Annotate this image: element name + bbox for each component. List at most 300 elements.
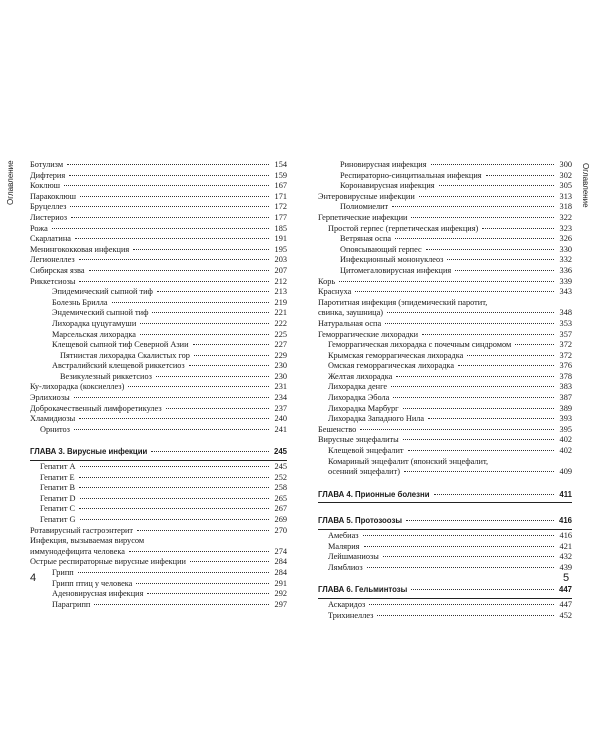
leader-dots [411,217,554,218]
leader-dots [189,365,269,366]
toc-entry [30,277,287,288]
chapter-rule [318,529,572,530]
toc-entry-page: 203 [274,255,287,265]
toc-entry-page: 305 [559,181,572,191]
chapter-rule [318,598,572,599]
toc-entry-page: 234 [274,393,287,403]
toc-entry-page: 258 [274,483,287,493]
leader-dots [515,344,554,345]
toc-entry [318,414,572,425]
toc-entry-title: Аскаридоз [318,600,367,611]
toc-entry-page: 241 [274,424,287,434]
toc-entry-page: 411 [559,489,572,499]
toc-entry [318,446,572,457]
toc-entry [318,277,572,288]
toc-entry-title: Грипп птиц у человека [30,579,134,590]
toc-chapter-heading [318,516,572,527]
leader-dots [396,376,554,377]
toc-entry-title: Ротавирусный гастроэнтерит [30,525,134,535]
toc-entry [318,298,572,309]
toc-entry [30,600,287,611]
leader-dots [391,386,554,387]
toc-entry-title: Парагрипп [30,600,92,611]
toc-entry-page: 339 [559,276,572,286]
toc-entry [318,160,572,171]
leader-dots [69,175,269,176]
toc-entry [318,234,572,245]
chapter-title: ГЛАВА 5. Протозоозы [318,516,402,526]
toc-entry [30,181,287,192]
leader-dots [428,418,554,419]
leader-dots [431,164,554,165]
toc-entry [30,547,287,558]
leader-dots [392,206,554,207]
toc-entry [30,361,287,372]
leader-dots [193,344,269,345]
toc-entry [30,308,287,319]
spacer [318,504,572,516]
toc-entry [318,393,572,404]
toc-entry-page: 332 [559,255,572,265]
toc-entry [318,457,572,468]
leader-dots [190,561,269,562]
toc-entry [30,579,287,590]
leader-dots [482,228,554,229]
toc-entry [30,171,287,182]
toc-entry [318,213,572,224]
toc-entry-page: 291 [274,578,287,588]
toc-entry-page: 447 [559,599,572,609]
leader-dots [89,270,269,271]
toc-entry-title: Комариный энцефалит (японский энцефалит, [318,457,490,468]
leader-dots [64,185,269,186]
leader-dots [360,429,554,430]
left-page-toc [30,160,287,610]
toc-entry [30,202,287,213]
toc-entry [318,351,572,362]
toc-chapter-heading [318,490,572,501]
leader-dots [70,206,269,207]
toc-entry [30,319,287,330]
toc-entry-page: 221 [274,308,287,318]
toc-entry [30,568,287,579]
toc-entry-page: 245 [273,447,287,457]
leader-dots [385,323,554,324]
right-page-toc [318,160,572,621]
toc-entry [318,181,572,192]
toc-entry [318,330,572,341]
leader-dots [79,418,269,419]
toc-entry-page: 372 [559,340,572,350]
toc-entry-page: 240 [274,414,287,424]
toc-entry-page: 191 [274,234,287,244]
toc-entry-page: 172 [274,202,287,212]
toc-entry [30,213,287,224]
toc-entry [318,171,572,182]
toc-entry [318,467,572,478]
toc-entry [318,319,572,330]
toc-entry-title: Риновирусная инфекция [318,160,429,171]
toc-entry-title: Респираторно-синцитиальная инфекция [318,171,484,182]
toc-entry-title: Ветряная оспа [318,234,393,245]
toc-entry-page: 270 [274,525,287,535]
toc-entry-title: Аденовирусная инфекция [30,589,145,600]
toc-entry-page: 323 [559,223,572,233]
toc-entry-page: 269 [274,515,287,524]
leader-dots [74,429,269,430]
toc-entry-title: Сибирская язва [30,265,85,275]
leader-dots [80,498,269,499]
toc-entry [318,435,572,446]
toc-entry [30,589,287,600]
leader-dots [129,551,269,552]
toc-entry-page: 326 [559,234,572,244]
leader-dots [128,386,269,387]
leader-dots [406,520,554,521]
leader-dots [152,312,269,313]
toc-entry [30,526,287,537]
leader-dots [439,185,554,186]
leader-dots [79,487,269,488]
toc-entry [318,542,572,553]
toc-entry-title: Инфекция, вызываемая вирусом [30,536,145,546]
toc-entry-page: 225 [274,329,287,339]
toc-entry-page: 313 [559,191,572,201]
toc-entry-title: Острые респираторные вирусные инфекции [30,557,186,567]
leader-dots [447,259,554,260]
toc-entry-page: 237 [274,403,287,413]
toc-entry-page: 302 [559,170,572,180]
left-side-label: Оглавление [6,160,15,205]
chapter-title: ГЛАВА 4. Прионные болезни [318,489,430,499]
toc-entry-title: Клещевой сыпной тиф Северной Азии [30,340,191,351]
toc-entry-title: Корь [318,276,336,286]
leader-dots [387,312,554,313]
toc-entry [30,340,287,351]
spacer [318,573,572,585]
toc-entry-page: 378 [559,371,572,381]
toc-entry-title: Рожа [30,223,48,233]
toc-entry [30,160,287,171]
toc-entry [30,234,287,245]
toc-entry-title: иммунодефицита человека [30,546,125,556]
toc-entry [30,266,287,277]
toc-entry-title: Везикулезный риккетсиоз [30,372,154,383]
leader-dots [94,604,269,605]
toc-entry-page: 421 [559,541,572,551]
toc-entry-page: 336 [559,265,572,275]
toc-entry [318,192,572,203]
toc-entry [30,287,287,298]
toc-entry-page: 439 [559,562,572,572]
leader-dots [67,164,269,165]
toc-entry [318,600,572,611]
left-page-number: 4 [30,572,37,584]
toc-entry-title: Герпетические инфекции [318,212,408,222]
toc-entry-title: Эпидемический сыпной тиф [30,287,155,298]
toc-entry [318,266,572,277]
toc-entry [30,224,287,235]
toc-entry-title: Энтеровирусные инфекции [318,191,415,201]
toc-entry-page: 265 [274,493,287,503]
toc-entry-title: Паротитная инфекция (эпидемический паротит, [318,297,488,307]
toc-entry-title: Гепатит D [30,494,78,505]
toc-entry-title: Клещевой энцефалит [318,446,406,457]
toc-entry-title: Риккетсиозы [30,276,76,286]
toc-chapter-heading [30,447,287,458]
toc-entry-page: 177 [274,212,287,222]
toc-entry-page: 353 [559,318,572,328]
toc-entry-title: Простой герпес (герпетическая инфекция) [318,224,480,235]
toc-entry-title: осенний энцефалит) [318,467,402,478]
toc-entry-page: 357 [559,329,572,339]
toc-entry-page: 207 [274,265,287,275]
toc-entry-page: 227 [274,340,287,350]
toc-entry-page: 154 [274,160,287,169]
toc-entry-page: 330 [559,244,572,254]
toc-entry-page: 300 [559,160,572,169]
toc-entry-page: 318 [559,202,572,212]
chapter-title: ГЛАВА 3. Вирусные инфекции [30,447,148,457]
toc-entry-page: 213 [274,287,287,297]
leader-dots [75,238,269,239]
toc-entry-title: Геморрагическая лихорадка с почечным синдромом [318,340,513,351]
toc-entry [318,308,572,319]
toc-entry [318,245,572,256]
leader-dots [339,281,554,282]
toc-entry-title: Коронавирусная инфекция [318,181,437,192]
toc-entry-title: Болезнь Брилла [30,298,110,309]
toc-entry-page: 195 [274,244,287,254]
toc-entry-title: Амебиаз [318,531,361,542]
toc-entry [30,414,287,425]
toc-entry [318,372,572,383]
toc-entry [318,255,572,266]
leader-dots [147,593,269,594]
toc-entry-title: Лихорадка Марбург [318,404,401,415]
leader-dots [78,572,269,573]
leader-dots [408,450,554,451]
toc-entry-title: Желтая лихорадка [318,372,394,383]
leader-dots [80,196,269,197]
toc-entry [30,330,287,341]
toc-entry-title: Омская геморрагическая лихорадка [318,361,456,372]
leader-dots [140,334,269,335]
leader-dots [363,535,554,536]
toc-entry-title: Ботулизм [30,160,64,169]
toc-entry-title: Вирусные энцефалиты [318,435,399,445]
toc-entry-title: Краснуха [318,287,352,297]
right-side-label: Оглавление [581,163,590,208]
leader-dots [136,583,269,584]
leader-dots [404,471,554,472]
toc-entry [318,382,572,393]
toc-entry-title: Гепатит G [30,515,78,526]
toc-entry [30,382,287,393]
toc-entry [318,202,572,213]
toc-entry-page: 171 [274,191,287,201]
toc-entry-page: 230 [274,361,287,371]
toc-entry-title: Цитомегаловирусная инфекция [318,266,453,277]
toc-entry-title: Гепатит В [30,483,77,494]
toc-entry-page: 393 [559,414,572,424]
toc-entry-page: 416 [559,531,572,540]
chapter-title: ГЛАВА 6. Гельминтозы [318,585,408,595]
right-page-number: 5 [563,572,570,584]
toc-entry-page: 284 [274,557,287,567]
leader-dots [377,615,554,616]
leader-dots [367,567,554,568]
toc-entry-page: 212 [274,276,287,286]
toc-entry-title: Бруцеллез [30,202,67,212]
toc-entry [30,425,287,436]
toc-entry-page: 343 [559,287,572,297]
leader-dots [419,196,554,197]
toc-entry-title: Натуральная оспа [318,318,382,328]
toc-entry [318,287,572,298]
toc-entry-page: 245 [274,462,287,472]
toc-entry [30,515,287,526]
leader-dots [383,556,554,557]
toc-entry [30,255,287,266]
leader-dots [137,530,269,531]
toc-entry [30,557,287,568]
toc-entry-title: Ку-лихорадка (коксиеллез) [30,382,125,392]
leader-dots [79,508,269,509]
toc-entry-page: 222 [274,318,287,328]
toc-entry-page: 376 [559,361,572,371]
leader-dots [355,291,554,292]
toc-entry-title: Гепатит А [30,462,78,473]
toc-entry-title: Скарлатина [30,234,71,244]
toc-entry-page: 230 [274,371,287,381]
leader-dots [364,546,555,547]
toc-entry-page: 297 [274,599,287,609]
leader-dots [194,355,269,356]
toc-entry-page: 395 [559,424,572,434]
leader-dots [467,355,554,356]
toc-entry-page: 402 [559,435,572,445]
leader-dots [133,249,269,250]
toc-entry [30,245,287,256]
leader-dots [434,494,555,495]
leader-dots [112,302,269,303]
toc-entry-title: Малярия [318,542,362,553]
toc-entry-page: 383 [559,382,572,392]
leader-dots [393,397,554,398]
toc-entry [318,361,572,372]
toc-entry-title: Дифтерия [30,170,66,180]
toc-entry-title: Орнитоз [30,425,72,436]
toc-entry-page: 167 [274,181,287,191]
toc-entry-title: Крымская геморрагическая лихорадка [318,351,465,362]
toc-entry-title: Легионеллез [30,255,75,265]
toc-entry [30,494,287,505]
leader-dots [426,249,554,250]
toc-entry [318,224,572,235]
toc-entry-title: Геморрагические лихорадки [318,329,419,339]
leader-dots [157,291,269,292]
toc-entry [30,298,287,309]
toc-entry-page: 185 [274,223,287,233]
toc-entry-page: 389 [559,403,572,413]
toc-entry-page: 252 [274,472,287,482]
toc-entry-title: Лейшманиозы [318,552,381,563]
leader-dots [166,408,269,409]
toc-entry [30,536,287,547]
toc-entry-title: Пятнистая лихорадка Скалистых гор [30,351,192,362]
leader-dots [422,334,554,335]
leader-dots [486,175,554,176]
toc-entry [318,611,572,622]
leader-dots [156,376,269,377]
spacer [30,435,287,447]
toc-entry-title: Опоясывающий герпес [318,245,424,256]
toc-entry-title: Инфекционный мононуклеоз [318,255,445,266]
leader-dots [71,217,269,218]
toc-entry-page: 274 [274,546,287,556]
toc-entry-title: Лихорадка цуцугамуши [30,319,138,330]
toc-entry [30,372,287,383]
toc-entry-page: 387 [559,393,572,403]
toc-entry [318,425,572,436]
leader-dots [79,259,269,260]
toc-entry-page: 372 [559,350,572,360]
toc-entry-page: 322 [559,212,572,222]
toc-entry-title: Коклюш [30,181,61,191]
toc-entry-page: 402 [559,446,572,456]
leader-dots [403,408,554,409]
toc-entry-title: Паракоклюш [30,191,77,201]
leader-dots [80,466,269,467]
toc-entry-title: Доброкачественный лимфоретикулез [30,403,162,413]
toc-entry-title: Лихорадка денге [318,382,389,393]
toc-entry [30,483,287,494]
toc-entry [30,192,287,203]
toc-entry-page: 284 [274,567,287,577]
leader-dots [395,238,554,239]
chapter-rule [318,502,572,503]
toc-entry-title: Менингококковая инфекция [30,244,130,254]
leader-dots [52,228,269,229]
toc-entry-page: 447 [558,585,572,595]
spacer [318,478,572,490]
toc-entry-title: Эрлихиозы [30,393,70,403]
toc-entry-page: 292 [274,589,287,599]
leader-dots [79,477,269,478]
chapter-rule [30,460,287,461]
leader-dots [403,439,554,440]
toc-entry-title: Грипп [30,568,76,579]
toc-entry-page: 159 [274,170,287,180]
toc-entry-page: 229 [274,350,287,360]
toc-entry-title: Марсельская лихорадка [30,330,138,341]
leader-dots [458,365,554,366]
toc-entry-title: Лямблиоз [318,563,365,574]
toc-entry-title: Хламидиозы [30,414,76,424]
leader-dots [80,519,269,520]
toc-entry-title: Гепатит С [30,504,77,515]
toc-entry [318,563,572,574]
toc-entry-page: 267 [274,504,287,514]
toc-entry-page: 416 [558,516,572,526]
toc-entry-page: 452 [559,610,572,620]
toc-entry [318,552,572,563]
toc-entry-page: 219 [274,297,287,307]
toc-entry-page: 432 [559,552,572,562]
toc-entry-title: Лихорадка Эбола [318,393,391,404]
toc-entry-title: Гепатит Е [30,473,77,484]
